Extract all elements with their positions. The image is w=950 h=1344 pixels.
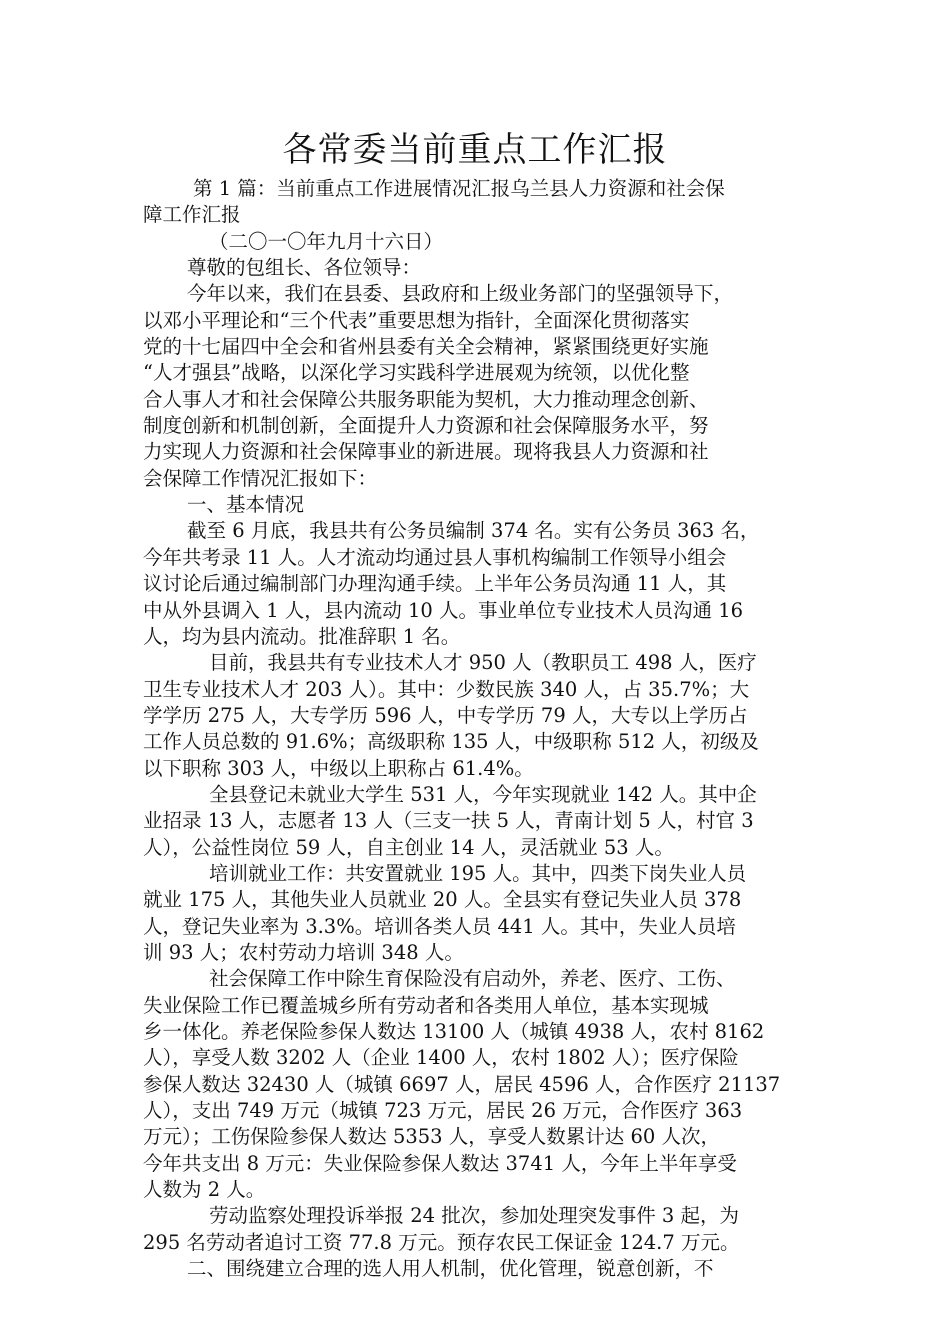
section-heading: 一、基本情况 <box>187 493 305 517</box>
text-line: 以下职称 303 人，中级以上职称占 61.4%。 <box>143 756 534 780</box>
text-line: 就业 175 人，其他失业人员就业 20 人。全县实有登记失业人员 378 <box>143 888 742 912</box>
text-line: 工作人员总数的 91.6%；高级职称 135 人，中级职称 512 人，初级及 <box>143 730 759 754</box>
text-line: 人，均为县内流动。批准辞职 1 名。 <box>143 624 461 648</box>
text-line: （二〇一〇年九月十六日） <box>209 229 444 253</box>
text-line: 万元）；工伤保险参保人数达 5353 人，享受人数累计达 60 人次， <box>143 1125 720 1149</box>
text-line: 劳动监察处理投诉举报 24 批次，参加处理突发事件 3 起，为 <box>209 1204 740 1228</box>
text-line: 以邓小平理论和“三个代表”重要思想为指针，全面深化贯彻落实 <box>143 308 690 332</box>
text-line: 人），享受人数 3202 人（企业 1400 人，农村 1802 人）；医疗保险 <box>143 1046 739 1070</box>
document-title: 各常委当前重点工作汇报 <box>282 130 668 170</box>
text-line: 截至 6 月底，我县共有公务员编制 374 名。实有公务员 363 名， <box>187 519 760 543</box>
text-line: 业招录 13 人，志愿者 13 人（三支一扶 5 人，青南计划 5 人，村官 3 <box>143 809 754 833</box>
text-line: 295 名劳动者追讨工资 77.8 万元。预存农民工保证金 124.7 万元。 <box>143 1230 740 1254</box>
text-line: 失业保险工作已覆盖城乡所有劳动者和各类用人单位，基本实现城 <box>143 993 709 1017</box>
text-line: 力实现人力资源和社会保障事业的新进展。现将我县人力资源和社 <box>143 440 709 464</box>
text-line: 参保人数达 32430 人（城镇 6697 人，居民 4596 人，合作医疗 21137 <box>143 1072 781 1096</box>
text-line: 合人事人才和社会保障公共服务职能为契机，大力推动理念创新、 <box>143 387 709 411</box>
text-line: 党的十七届四中全会和省州县委有关全会精神，紧紧围绕更好实施 <box>143 335 709 359</box>
text-line: 目前，我县共有专业技术人才 950 人（教职员工 498 人，医疗 <box>209 651 757 675</box>
text-line: 障工作汇报 <box>143 203 241 227</box>
text-line: 议讨论后通过编制部门办理沟通手续。上半年公务员沟通 11 人，其 <box>143 572 727 596</box>
text-line: 培训就业工作：共安置就业 195 人。其中，四类下岗失业人员 <box>209 861 747 885</box>
text-line: 人数为 2 人。 <box>143 1178 266 1202</box>
text-line: 制度创新和机制创新，全面提升人力资源和社会保障服务水平，努 <box>143 414 709 438</box>
text-line: 第 1 篇：当前重点工作进展情况汇报乌兰县人力资源和社会保 <box>193 177 725 200</box>
text-line: 学学历 275 人，大专学历 596 人，中专学历 79 人，大专以上学历占 <box>143 703 748 727</box>
text-line: 卫生专业技术人才 203 人）。其中：少数民族 340 人，占 35.7%；大 <box>143 677 750 701</box>
text-line: 全县登记未就业大学生 531 人，今年实现就业 142 人。其中企 <box>209 782 757 806</box>
text-line: 社会保障工作中除生育保险没有启动外，养老、医疗、工伤、 <box>209 967 736 991</box>
text-line: 今年共支出 8 万元：失业保险参保人数达 3741 人，今年上半年享受 <box>143 1151 737 1175</box>
text-line: 会保障工作情况汇报如下： <box>143 466 378 490</box>
text-line: 今年以来，我们在县委、县政府和上级业务部门的坚强领导下， <box>187 282 734 306</box>
text-line: 人），支出 749 万元（城镇 723 万元，居民 26 万元，合作医疗 363 <box>143 1099 743 1123</box>
text-line: 中从外县调入 1 人，县内流动 10 人。事业单位专业技术人员沟通 16 <box>143 598 744 622</box>
document-body <box>143 176 813 1282</box>
text-line: 人），公益性岗位 59 人，自主创业 14 人，灵活就业 53 人。 <box>143 835 674 859</box>
text-line: 训 93 人；农村劳动力培训 348 人。 <box>143 940 464 964</box>
text-line: 乡一体化。养老保险参保人数达 13100 人（城镇 4938 人，农村 8162 <box>143 1020 765 1043</box>
section-heading: 二、围绕建立合理的选人用人机制，优化管理，锐意创新，不 <box>187 1257 714 1281</box>
text-line: “人才强县”战略，以深化学习实践科学进展观为统领，以优化整 <box>143 361 690 385</box>
text-line: 尊敬的包组长、各位领导： <box>187 256 422 280</box>
text-line: 今年共考录 11 人。人才流动均通过县人事机构编制工作领导小组会 <box>143 545 727 569</box>
text-line: 人，登记失业率为 3.3%。培训各类人员 441 人。其中，失业人员培 <box>143 914 736 938</box>
